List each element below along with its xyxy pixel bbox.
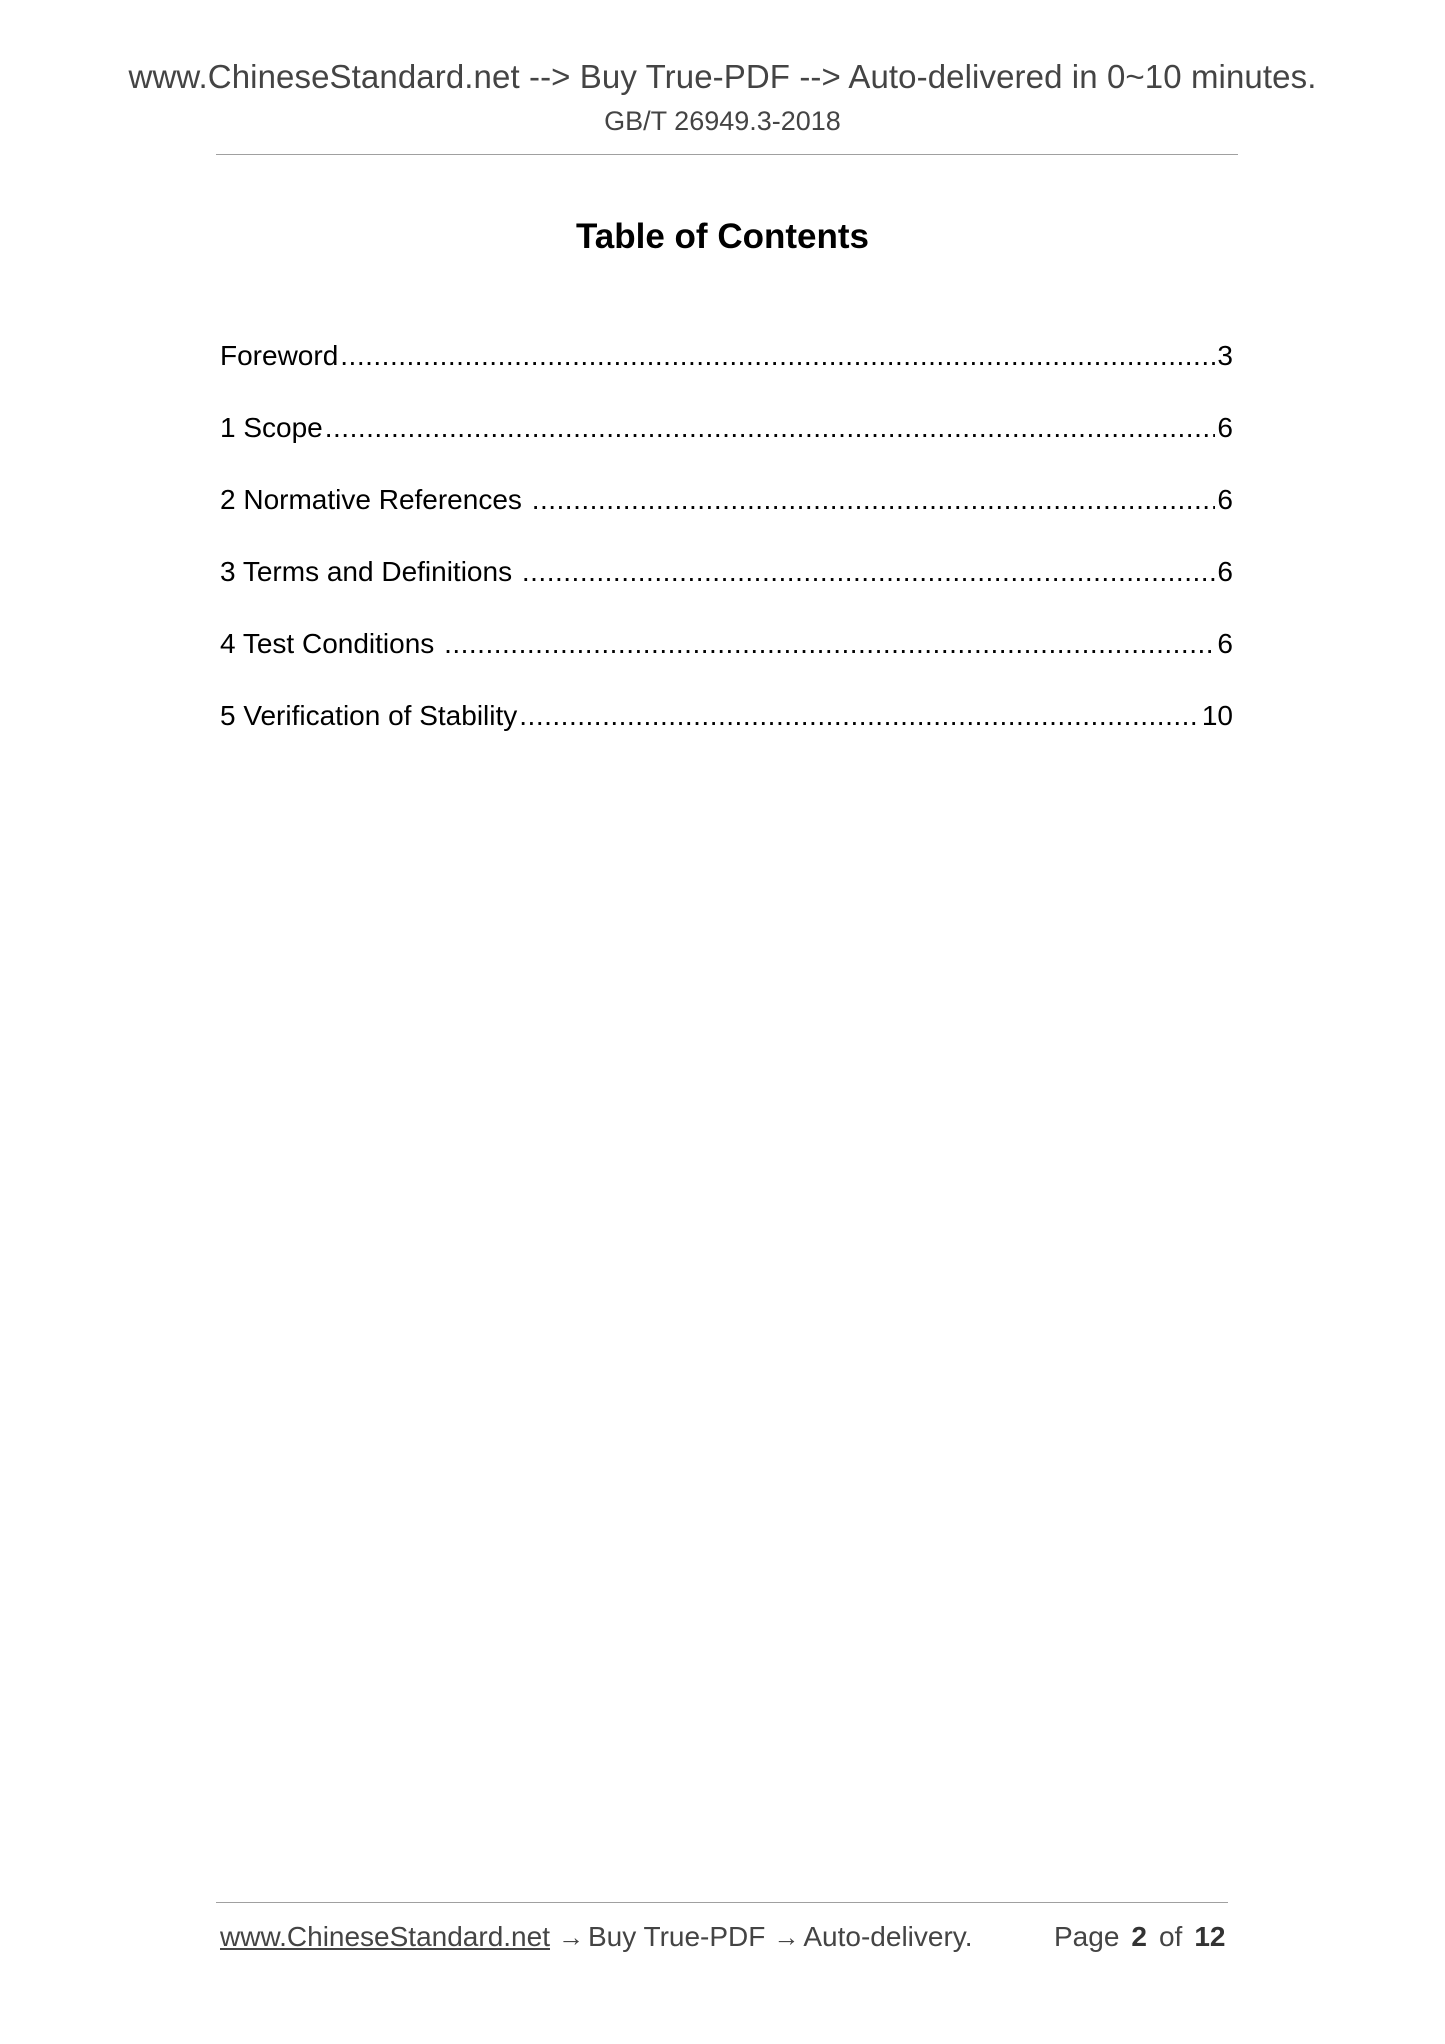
toc-entry-label: 4 Test Conditions (220, 628, 443, 659)
document-id: GB/T 26949.3-2018 (604, 106, 841, 136)
right-arrow-icon: → (773, 1922, 800, 1952)
toc-entry-label: 1 Scope (220, 412, 323, 443)
toc-entry-page: 6 (1217, 412, 1233, 443)
toc-entry-label: Foreword (220, 340, 339, 371)
page-word: Page (1054, 1921, 1120, 1952)
of-word: of (1158, 1921, 1183, 1952)
toc-dot-leader (325, 408, 1216, 448)
toc-entry-label: 2 Normative References (220, 484, 530, 515)
toc-entry-page: 6 (1217, 628, 1233, 659)
footer-divider (216, 1902, 1228, 1903)
toc-dot-leader (519, 696, 1200, 736)
toc-entry-label: 3 Terms and Definitions (220, 556, 520, 587)
toc-entry-page: 3 (1217, 340, 1233, 371)
toc-entry-foreword[interactable] (220, 336, 1233, 408)
toc-entry-page: 6 (1217, 556, 1233, 587)
toc-entry-normative-references[interactable] (220, 480, 1233, 552)
toc-entry-test-conditions[interactable] (220, 624, 1233, 696)
toc-dot-leader (532, 480, 1216, 520)
toc-entry-verification-stability[interactable] (220, 696, 1233, 768)
footer-promo (220, 1921, 972, 1953)
total-page-count: 12 (1194, 1921, 1226, 1952)
page-indicator (1054, 1921, 1226, 1953)
footer-buy-text: Buy True-PDF (587, 1921, 766, 1952)
toc-dot-leader (522, 552, 1216, 592)
footer-delivery-text: Auto-delivery. (803, 1921, 973, 1952)
toc-entry-page: 10 (1201, 700, 1233, 731)
toc-entry-label: 5 Verification of Stability (220, 700, 518, 731)
footer-site-link[interactable]: www.ChineseStandard.net (220, 1921, 550, 1952)
toc-entry-scope[interactable] (220, 408, 1233, 480)
toc-dot-leader (444, 624, 1215, 664)
header-banner: www.ChineseStandard.net --> Buy True-PDF --> Auto-delivered in 0~10 minutes. (128, 58, 1317, 95)
toc-title: Table of Contents (576, 217, 869, 256)
right-arrow-icon: → (557, 1922, 584, 1952)
toc-entry-terms-definitions[interactable] (220, 552, 1233, 624)
header-divider (216, 154, 1238, 155)
toc-dot-leader (340, 336, 1215, 376)
toc-entry-page: 6 (1217, 484, 1233, 515)
current-page-number: 2 (1131, 1921, 1147, 1952)
toc-list (220, 336, 1233, 768)
